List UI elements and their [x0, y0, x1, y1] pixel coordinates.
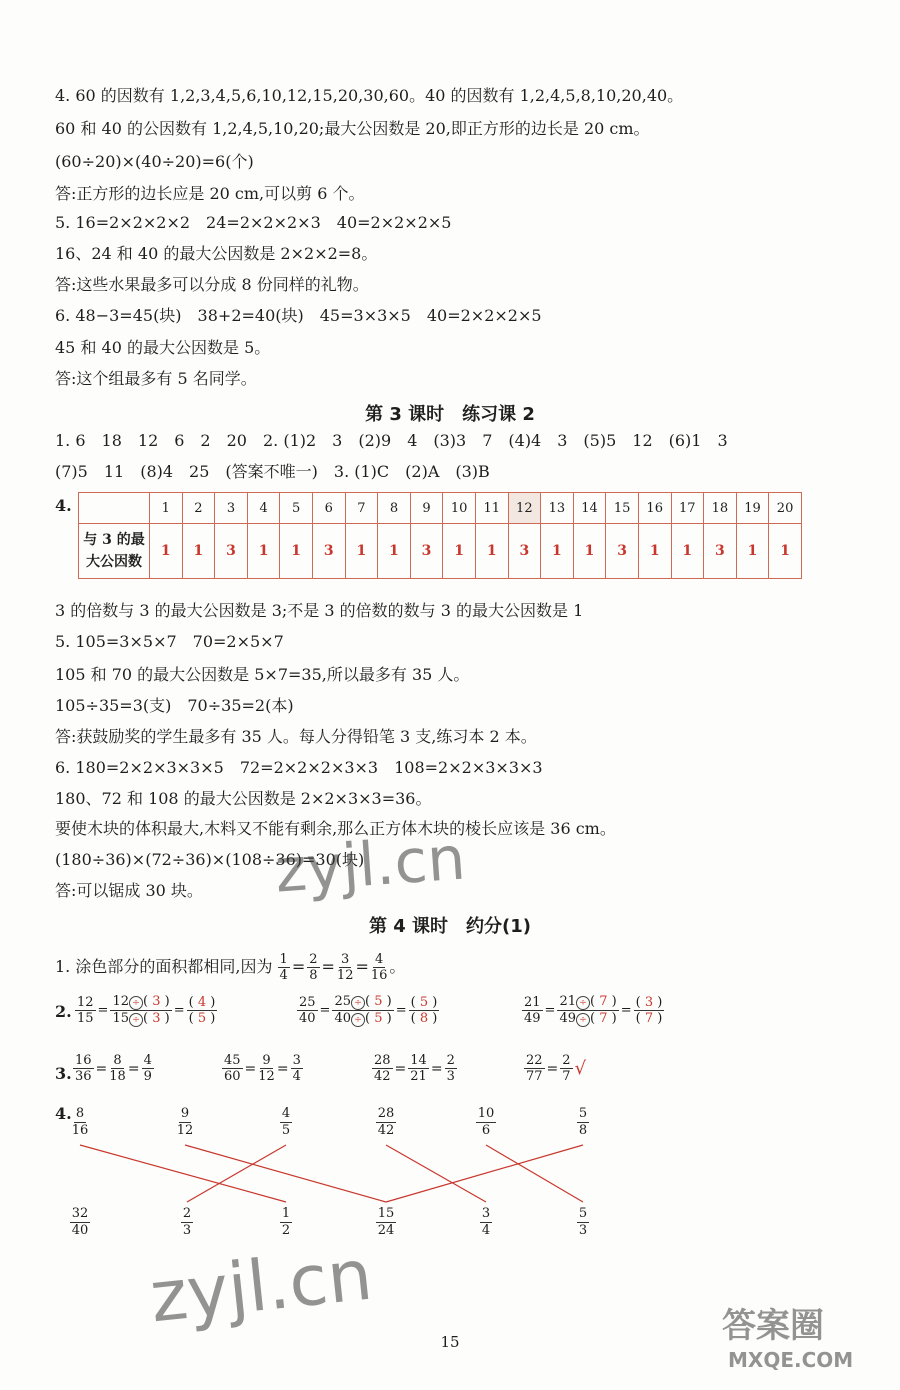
q2-item: $\frac{25}{40}$ = $\frac{25 \div ( 5 )}{40 \div ( 5 )}$ = $\frac{( 5 )}{( 8 )}$ — [299, 994, 438, 1026]
table-cell: 3 — [508, 524, 541, 579]
fraction: 2 3 — [182, 1206, 192, 1238]
table-cell: 1 — [541, 524, 574, 579]
fraction: 1 2 — [281, 1206, 291, 1238]
table-cell: 3 — [312, 524, 345, 579]
fraction: $\frac{12}{15}$ — [77, 995, 94, 1026]
table-cell: 1 — [475, 524, 508, 579]
text-line: 5. 16=2×2×2×2 24=2×2×2×3 40=2×2×2×5 — [55, 213, 452, 232]
table-header-cell: 14 — [573, 493, 606, 524]
text-line: 答:获鼓励奖的学生最多有 35 人。每人分得铅笔 3 支,练习本 2 本。 — [55, 727, 537, 746]
section-heading: 第 3 课时 练习课 2 — [365, 404, 535, 425]
table-cell: 1 — [443, 524, 476, 579]
q3-item: $\frac{28}{42}$ = $\frac{14}{21}$ = $\frac{2}{3}$ — [374, 1053, 455, 1084]
table-header-cell: 10 — [443, 493, 476, 524]
fraction: $\frac{3}{4}$ — [292, 1053, 301, 1084]
fraction: $\frac{9}{12}$ — [258, 1053, 275, 1084]
q1-line — [55, 952, 407, 983]
text-line: 16、24 和 40 的最大公因数是 2×2×2=8。 — [55, 244, 378, 263]
page-number: 15 — [440, 1333, 460, 1351]
table-cell: 1 — [638, 524, 671, 579]
table-header-cell: 9 — [410, 493, 443, 524]
table-cell: 1 — [671, 524, 704, 579]
q3-item: $\frac{45}{60}$ = $\frac{9}{12}$ = $\frac{3}{4}$ — [224, 1053, 301, 1084]
fraction: $\frac{( 3 )}{( 7 )}$ — [635, 995, 663, 1026]
table-cell: 3 — [606, 524, 639, 579]
fraction: $\frac{12 \div ( 3 )}{15 \div ( 3 )}$ — [112, 994, 170, 1026]
text-line: 60 和 40 的公因数有 1,2,4,5,10,20;最大公因数是 20,即正方形的边长是 20 cm。 — [55, 119, 650, 138]
fraction: $\frac{( 4 )}{( 5 )}$ — [188, 995, 216, 1026]
fraction: 5 8 — [578, 1106, 588, 1138]
fraction: $\frac{4}{9}$ — [143, 1053, 152, 1084]
fraction: 28 42 — [377, 1106, 395, 1138]
fraction: $\frac{2}{7}$ — [562, 1053, 571, 1084]
table-cell: 1 — [345, 524, 378, 579]
table-cell: 1 — [280, 524, 313, 579]
table-corner — [79, 493, 150, 524]
table-cell: 1 — [150, 524, 183, 579]
table-cell: 1 — [247, 524, 280, 579]
fraction: 8 16 — [71, 1106, 89, 1138]
question-number: 3. — [55, 1064, 72, 1083]
q1-fractions: $\frac{1}{4}$ = $\frac{2}{8}$ = $\frac{3}{12}$ = $\frac{4}{16}$ 。 — [279, 952, 406, 983]
text-line: 6. 180=2×2×3×3×5 72=2×2×2×3×3 108=2×2×3×3×3 — [55, 758, 543, 777]
q1-text: 1. 涂色部分的面积都相同,因为 — [55, 957, 273, 976]
table-header-cell: 12 — [508, 493, 541, 524]
fraction: 5 3 — [578, 1206, 588, 1238]
fraction: $\frac{( 5 )}{( 8 )}$ — [410, 995, 438, 1026]
fraction: $\frac{2}{8}$ — [309, 952, 318, 983]
text-line: 3 的倍数与 3 的最大公因数是 3;不是 3 的倍数的数与 3 的最大公因数是 1 — [55, 601, 584, 620]
table-header-cell: 2 — [182, 493, 215, 524]
watermark: MXQE.COM — [728, 1348, 854, 1372]
match-line — [486, 1145, 583, 1202]
fraction: $\frac{22}{77}$ — [526, 1053, 543, 1084]
table-header-cell: 20 — [769, 493, 802, 524]
table-header-cell: 18 — [704, 493, 737, 524]
match-line — [187, 1145, 286, 1202]
text-line: 答:这个组最多有 5 名同学。 — [55, 369, 257, 388]
text-line: 要使木块的体积最大,木料又不能有剩余,那么正方体木块的棱长应该是 36 cm。 — [55, 819, 616, 838]
question-number: 4. — [55, 496, 72, 515]
text-line: 45 和 40 的最大公因数是 5。 — [55, 338, 271, 357]
fraction: $\frac{14}{21}$ — [410, 1053, 427, 1084]
table-cell: 1 — [769, 524, 802, 579]
table-header-cell: 6 — [312, 493, 345, 524]
text-line: 答:可以锯成 30 块。 — [55, 881, 203, 900]
table-header-cell: 4 — [247, 493, 280, 524]
text-line: (7)5 11 (8)4 25 (答案不唯一) 3. (1)C (2)A (3)B — [55, 462, 490, 481]
fraction: 15 24 — [377, 1206, 395, 1238]
fraction: $\frac{4}{16}$ — [370, 952, 388, 983]
fraction: $\frac{25 \div ( 5 )}{40 \div ( 5 )}$ — [334, 994, 392, 1026]
q3-item: $\frac{22}{77}$ = $\frac{2}{7}$ √ — [526, 1053, 587, 1084]
table-header-cell: 16 — [638, 493, 671, 524]
table-cell: 1 — [182, 524, 215, 579]
text-line: 答:正方形的边长应是 20 cm,可以剪 6 个。 — [55, 184, 365, 203]
fraction: 32 40 — [71, 1206, 89, 1238]
fraction: $\frac{3}{12}$ — [336, 952, 354, 983]
text-line: 105 和 70 的最大公因数是 5×7=35,所以最多有 35 人。 — [55, 665, 470, 684]
watermark: zyjl.cn — [272, 823, 468, 907]
fraction: $\frac{21 \div ( 7 )}{49 \div ( 7 )}$ — [559, 994, 617, 1026]
table-cell: 1 — [573, 524, 606, 579]
table-cell: 3 — [410, 524, 443, 579]
table-header-cell: 1 — [150, 493, 183, 524]
table-cell: 1 — [378, 524, 411, 579]
text-line: 4. 60 的因数有 1,2,3,4,5,6,10,12,15,20,30,60。40 的因数有 1,2,4,5,8,10,20,40。 — [55, 86, 684, 105]
table-header-cell: 13 — [541, 493, 574, 524]
q3-item: $\frac{16}{36}$ = $\frac{8}{18}$ = $\frac{4}{9}$ — [75, 1053, 152, 1084]
fraction: 9 12 — [176, 1106, 194, 1138]
text-line: 5. 105=3×5×7 70=2×5×7 — [55, 632, 284, 651]
watermark: zyjl.cn — [146, 1233, 376, 1339]
q2-item: $\frac{12}{15}$ = $\frac{12 \div ( 3 )}{15 \div ( 3 )}$ = $\frac{( 4 )}{( 5 )}$ — [77, 994, 216, 1026]
fraction: $\frac{2}{3}$ — [446, 1053, 455, 1084]
table-header-cell: 3 — [215, 493, 248, 524]
text-line: (60÷20)×(40÷20)=6(个) — [55, 152, 254, 171]
text-line: 答:这些水果最多可以分成 8 份同样的礼物。 — [55, 275, 369, 294]
fraction: $\frac{1}{4}$ — [279, 952, 288, 983]
match-line — [386, 1145, 583, 1202]
fraction: $\frac{16}{36}$ — [75, 1053, 92, 1084]
row-header: 与 3 的最大公因数 — [79, 524, 150, 579]
table-cell: 1 — [736, 524, 769, 579]
watermark: 答案圈 — [722, 1306, 824, 1346]
fraction: $\frac{21}{49}$ — [524, 995, 541, 1026]
question-number: 2. — [55, 1002, 72, 1021]
table-cell: 3 — [704, 524, 737, 579]
table-header-cell: 7 — [345, 493, 378, 524]
text-line: 180、72 和 108 的最大公因数是 2×2×3×3=36。 — [55, 789, 432, 808]
match-line — [185, 1145, 386, 1202]
fraction: $\frac{25}{40}$ — [299, 995, 316, 1026]
fraction: $\frac{28}{42}$ — [374, 1053, 391, 1084]
table-header-cell: 11 — [475, 493, 508, 524]
match-line — [386, 1145, 486, 1202]
fraction: 3 4 — [481, 1206, 491, 1238]
text-line: 1. 6 18 12 6 2 20 2. (1)2 3 (2)9 4 (3)3 7 (4)4 3 (5)5 12 (6)1 3 — [55, 431, 728, 450]
text-line: 6. 48−3=45(块) 38+2=40(块) 45=3×3×5 40=2×2×2×5 — [55, 306, 542, 325]
fraction: 10 6 — [477, 1106, 495, 1138]
text-line: (180÷36)×(72÷36)×(108÷36)=30(块) — [55, 850, 365, 869]
check-mark: √ — [574, 1058, 587, 1079]
gcd-table — [78, 492, 802, 579]
table-header-cell: 17 — [671, 493, 704, 524]
fraction: $\frac{8}{18}$ — [109, 1053, 126, 1084]
table-header-cell: 8 — [378, 493, 411, 524]
table-header-cell: 19 — [736, 493, 769, 524]
question-number: 4. — [55, 1104, 72, 1123]
table-header-cell: 15 — [606, 493, 639, 524]
q2-item: $\frac{21}{49}$ = $\frac{21 \div ( 7 )}{49 \div ( 7 )}$ = $\frac{( 3 )}{( 7 )}$ — [524, 994, 663, 1026]
fraction: 4 5 — [281, 1106, 291, 1138]
fraction: $\frac{45}{60}$ — [224, 1053, 241, 1084]
section-heading: 第 4 课时 约分(1) — [368, 916, 532, 937]
text-line: 105÷35=3(支) 70÷35=2(本) — [55, 696, 294, 715]
match-line — [80, 1145, 286, 1202]
table-cell: 3 — [215, 524, 248, 579]
table-header-cell: 5 — [280, 493, 313, 524]
